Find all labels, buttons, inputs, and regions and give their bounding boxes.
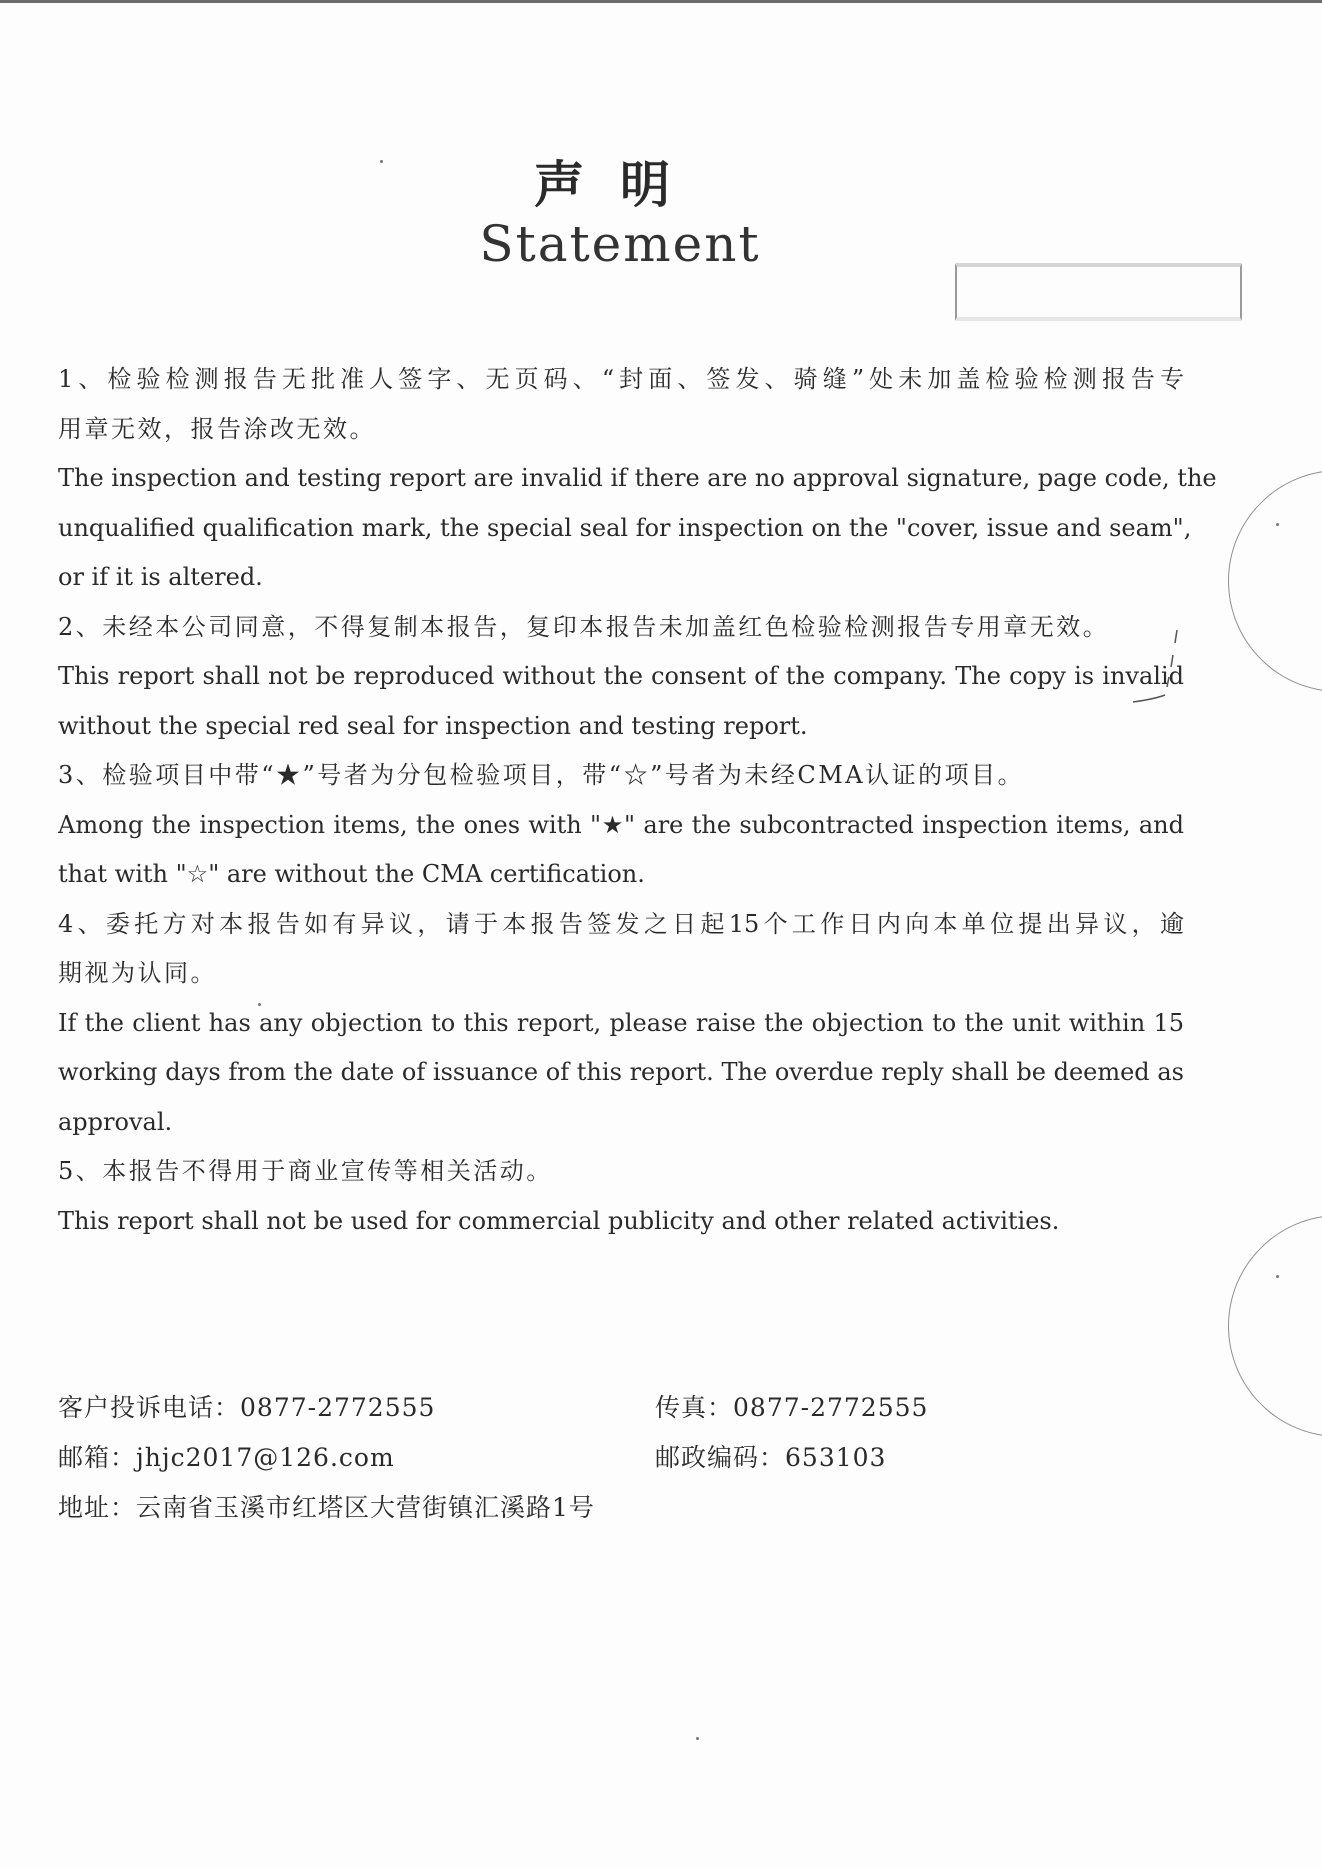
contact-row-address: [58, 1483, 1058, 1533]
title-english: Statement: [479, 215, 761, 273]
address-label: 地址：: [58, 1493, 137, 1522]
statement-line: 1、检验检测报告无批准人签字、无页码、“封面、签发、骑缝”处未加盖检验检测报告专: [58, 365, 1184, 393]
statement-line: 3、检验项目中带“★”号者为分包检验项目，带“☆”号者为未经CMA认证的项目。: [58, 761, 1025, 789]
statement-line: unqualified qualification mark, the special seal for inspection on the "cover, issue and seam",: [58, 513, 1192, 542]
address-value: 云南省玉溪市红塔区大营街镇汇溪路1号: [136, 1493, 595, 1522]
title-chinese: 声明: [534, 155, 706, 214]
statement-line: This report shall not be used for commercial publicity and other related activities.: [58, 1206, 1060, 1235]
scan-speck: [380, 160, 383, 163]
statement-line: Among the inspection items, the ones with "★" are the subcontracted inspection items, and: [58, 810, 1184, 839]
phone-value: 0877-2772555: [240, 1393, 436, 1422]
scan-speck: [1276, 1275, 1279, 1278]
pen-mark-icon: [1125, 625, 1185, 730]
statement-line: This report shall not be reproduced without the consent of the company. The copy is invalid: [58, 662, 1184, 690]
fax-value: 0877-2772555: [733, 1393, 929, 1422]
statement-line: or if it is altered.: [58, 563, 263, 591]
statement-line: that with "☆" are without the CMA certification.: [58, 860, 645, 888]
statement-line: 用章无效，报告涂改无效。: [58, 414, 376, 443]
scan-speck: [696, 1737, 699, 1740]
contact-row-phone-fax: [58, 1383, 1058, 1433]
statement-line: 2、未经本公司同意，不得复制本报告，复印本报告未加盖红色检验检测报告专用章无效。: [58, 612, 1110, 641]
scan-speck: [258, 1003, 261, 1006]
contact-info: [58, 1383, 1058, 1533]
phone-label: 客户投诉电话：: [58, 1393, 241, 1422]
statement-line: If the client has any objection to this report, please raise the objection to the unit within 15: [58, 1008, 1184, 1037]
fax-label: 传真：: [655, 1393, 734, 1422]
postcode-value: 653103: [785, 1443, 887, 1472]
statement-item-3: [58, 751, 1184, 900]
fax-field: [655, 1383, 928, 1433]
contact-row-email-postcode: [58, 1433, 1058, 1483]
statement-line: The inspection and testing report are invalid if there are no approval signature, page code, the: [58, 464, 1217, 492]
seam-seal-arc-bottom: [1182, 1169, 1322, 1483]
postcode-label: 邮政编码：: [655, 1443, 786, 1472]
statement-line: approval.: [58, 1107, 173, 1136]
postcode-field: [655, 1433, 886, 1483]
scan-top-edge: [0, 0, 1322, 3]
statement-item-4: [58, 900, 1184, 1148]
email-value: jhjc2017@126.com: [136, 1443, 395, 1472]
statement-line: working days from the date of issuance of this report. The overdue reply shall be deemed as: [58, 1058, 1184, 1086]
statement-line: 4、委托方对本报告如有异议，请于本报告签发之日起15个工作日内向本单位提出异议，逾: [58, 909, 1184, 938]
statement-item-2: [58, 603, 1184, 752]
statement-line: 5、本报告不得用于商业宣传等相关活动。: [58, 1157, 553, 1185]
statement-line: 期视为认同。: [58, 959, 217, 987]
statement-body: [58, 355, 1217, 1246]
blank-stamp-box: [955, 263, 1242, 321]
statement-line: without the special red seal for inspection and testing report.: [58, 711, 808, 740]
statement-item-1: [58, 355, 1217, 603]
scan-speck: [1276, 523, 1279, 526]
email-label: 邮箱：: [58, 1443, 137, 1472]
statement-item-5: [58, 1147, 1184, 1246]
